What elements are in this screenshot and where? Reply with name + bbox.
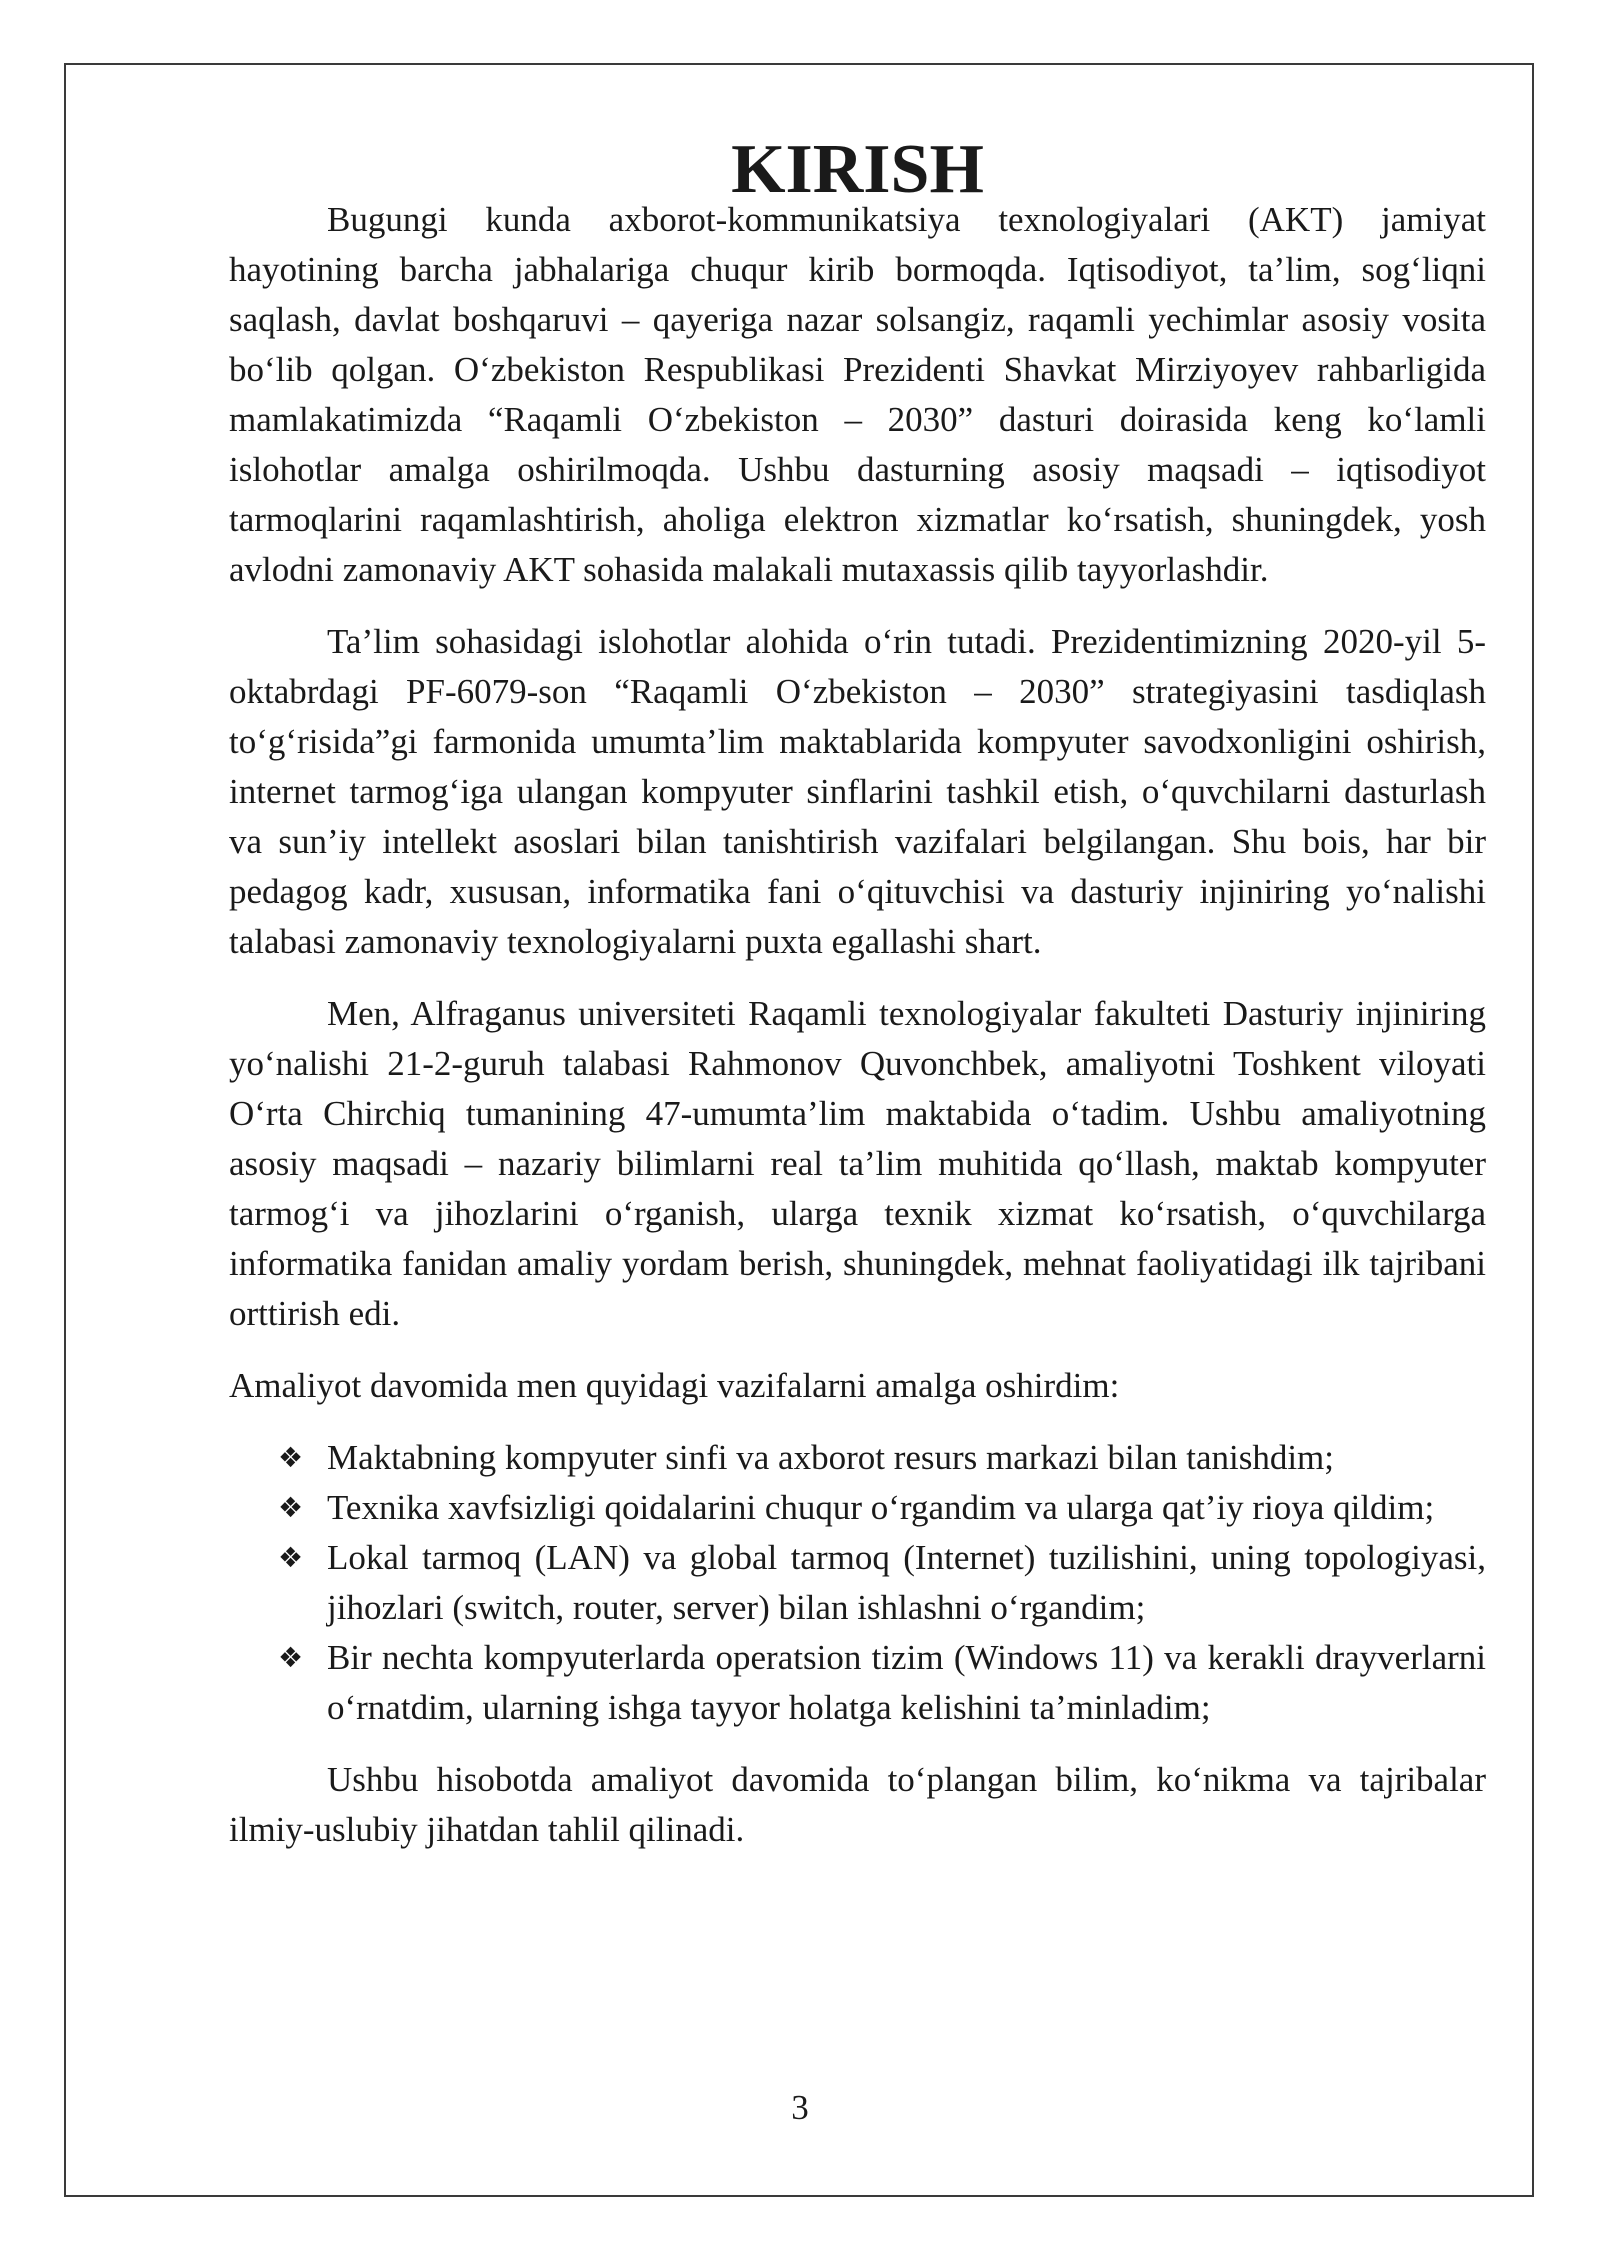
diamond-bullet-icon: ❖ (278, 1541, 304, 1574)
diamond-bullet-icon: ❖ (278, 1441, 304, 1474)
task-text: Maktabning kompyuter sinfi va axborot resurs markazi bilan tanishdim; (327, 1438, 1335, 1477)
diamond-bullet-icon: ❖ (278, 1641, 304, 1674)
document-body (229, 131, 1486, 1855)
task-text: Texnika xavfsizligi qoidalarini chuqur o‘rgandim va ularga qat’iy rioya qildim; (327, 1488, 1435, 1527)
list-item (278, 1633, 1486, 1733)
intro-paragraph-2: Ta’lim sohasidagi islohotlar alohida o‘rin tutadi. Prezidentimizning 2020-yil 5-oktabrdagi PF-6079-son “Raqamli O‘zbekiston – 2030” strategiyasini tasdiqlash to‘g‘risida”gi farmonida umumta’lim maktablarida kompyuter savodxonligini oshirish, internet tarmog‘iga ulangan kompyuter sinflarini tashkil etish, o‘quvchilarni dasturlash va sun’iy intellekt asoslari bilan tanishtirish vazifalari belgilangan. Shu bois, har bir pedagog kadr, xususan, informatika fani o‘qituvchisi va dasturiy injiniring yo‘nalishi talabasi zamonaviy texnologiyalarni puxta egallashi shart. (229, 622, 1486, 961)
list-item (278, 1483, 1486, 1533)
closing-paragraph: Ushbu hisobotda amaliyot davomida to‘plangan bilim, ko‘nikma va tajribalar ilmiy-uslubiy jihatdan tahlil qilinadi. (229, 1760, 1486, 1849)
list-item (278, 1533, 1486, 1633)
diamond-bullet-icon: ❖ (278, 1491, 304, 1524)
intro-paragraph-1: Bugungi kunda axborot-kommunikatsiya texnologiyalari (AKT) jamiyat hayotining barcha jabhalariga chuqur kirib bormoqda. Iqtisodiyot, ta’lim, sog‘liqni saqlash, davlat boshqaruvi – qayeriga nazar solsangiz, raqamli yechimlar asosiy vosita bo‘lib qolgan. O‘zbekiston Respublikasi Prezidenti Shavkat Mirziyoyev rahbarligida mamlakatimizda “Raqamli O‘zbekiston – 2030” dasturi doirasida keng ko‘lamli islohotlar amalga oshirilmoqda. Ushbu dasturning asosiy maqsadi – iqtisodiyot tarmoqlarini raqamlashtirish, aholiga elektron xizmatlar ko‘rsatish, shuningdek, yosh avlodni zamonaviy AKT sohasida malakali mutaxassis qilib tayyorlashdir. (229, 200, 1486, 589)
task-list (229, 1433, 1486, 1733)
list-item (278, 1433, 1486, 1483)
tasks-intro: Amaliyot davomida men quyidagi vazifalarni amalga oshirdim: (229, 1366, 1120, 1405)
task-text: Lokal tarmoq (LAN) va global tarmoq (Internet) tuzilishini, uning topologiyasi, jihozlari (switch, router, server) bilan ishlashni o‘rgandim; (327, 1538, 1486, 1627)
intro-paragraph-3: Men, Alfraganus universiteti Raqamli texnologiyalar fakulteti Dasturiy injiniring yo‘nalishi 21-2-guruh talabasi Rahmonov Quvonchbek, amaliyotni Toshkent viloyati O‘rta Chirchiq tumanining 47-umumta’lim maktabida o‘tadim. Ushbu amaliyotning asosiy maqsadi – nazariy bilimlarni real ta’lim muhitida qo‘llash, maktab kompyuter tarmog‘i va jihozlarini o‘rganish, ularga texnik xizmat ko‘rsatish, o‘quvchilarga informatika fanidan amaliy yordam berish, shuningdek, mehnat faoliyatidagi ilk tajribani orttirish edi. (229, 994, 1486, 1333)
section-heading: KIRISH (731, 131, 984, 208)
page-number: 3 (791, 2088, 809, 2127)
task-text: Bir nechta kompyuterlarda operatsion tizim (Windows 11) va kerakli drayverlarni o‘rnatdim, ularning ishga tayyor holatga kelishini ta’minladim; (327, 1638, 1486, 1727)
